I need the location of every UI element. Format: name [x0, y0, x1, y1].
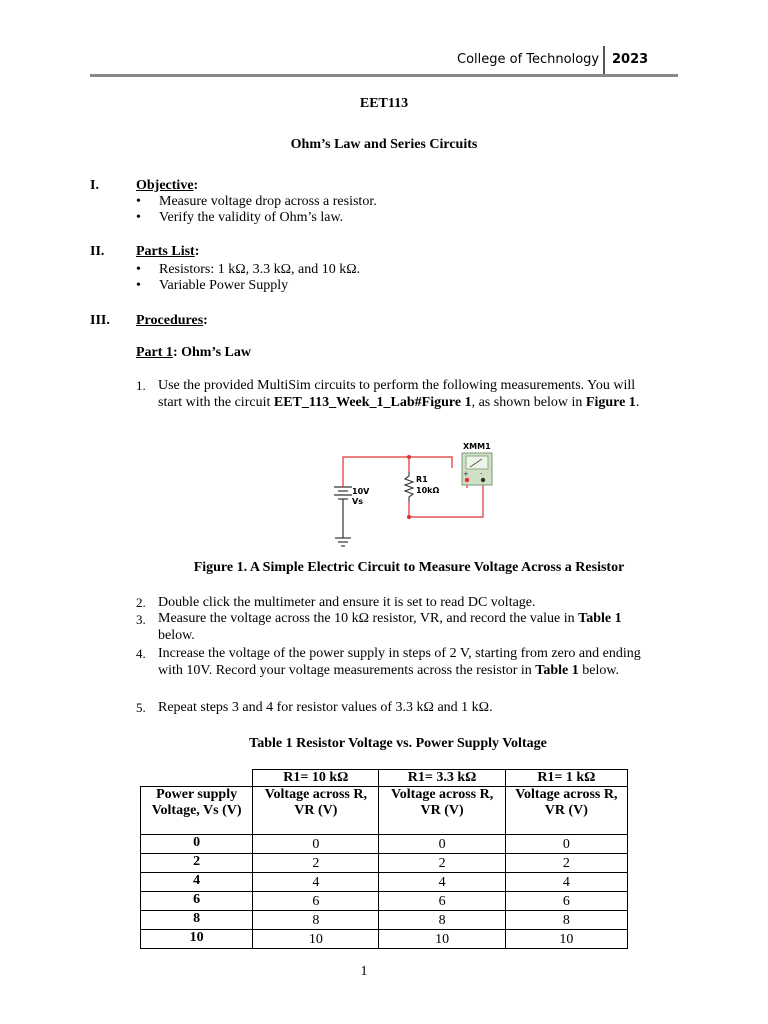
header-rule [90, 74, 678, 77]
resistor-name: R1 [416, 475, 428, 484]
step-number: 4. [136, 646, 146, 661]
header-divider [603, 46, 605, 74]
table-cell: 10 [505, 930, 627, 949]
source-name: Vs [352, 497, 363, 506]
step-2-text: Double click the multimeter and ensure it is set to read DC voltage. [158, 595, 536, 610]
table-cell: 0 [253, 835, 379, 854]
course-code: EET113 [359, 96, 409, 111]
table-cell: 4 [505, 873, 627, 892]
step-number: 2. [136, 595, 146, 610]
results-table [140, 769, 628, 949]
parts-heading: Parts List [136, 244, 195, 259]
list-item: • Measure voltage drop across a resistor. [136, 194, 636, 210]
section-numeral-procedures: III. [90, 313, 110, 328]
figure-caption: Figure 1. A Simple Electric Circuit to Measure Voltage Across a Resistor [193, 560, 625, 575]
table-cell: 10 [141, 930, 253, 949]
table-row [141, 873, 628, 892]
table-cell: 0 [505, 835, 627, 854]
table-row [141, 835, 628, 854]
table-cell: 6 [505, 892, 627, 911]
table-cell: 8 [253, 911, 379, 930]
table-row [141, 854, 628, 873]
table-cell: 4 [141, 873, 253, 892]
resistor-icon [405, 472, 413, 502]
table-title: Table 1 Resistor Voltage vs. Power Supply Voltage [249, 736, 547, 751]
part1-heading: Part 1: Ohm’s Law [136, 345, 251, 360]
table-cell: 6 [141, 892, 253, 911]
section-numeral-objective: I. [90, 178, 99, 193]
table-row [141, 770, 628, 787]
multimeter-icon [462, 453, 492, 485]
meter-label: XMM1 [463, 442, 491, 451]
table-row [141, 911, 628, 930]
parts-list [136, 262, 636, 294]
step-number: 1. [136, 378, 146, 393]
table-header-cell: R1= 10 kΩ [253, 770, 379, 787]
table-row [141, 892, 628, 911]
header-year: 2023 [612, 52, 649, 67]
table-header-cell: R1= 1 kΩ [505, 770, 627, 787]
section-numeral-parts: II. [90, 244, 105, 259]
table-cell: 10 [379, 930, 505, 949]
procedures-heading: Procedures [136, 313, 204, 328]
list-item: • Verify the validity of Ohm’s law. [136, 210, 636, 226]
table-header-cell: Power supply Voltage, Vs (V) [141, 787, 253, 835]
source-value: 10V [352, 487, 370, 496]
table-cell: 2 [141, 854, 253, 873]
table-row [141, 930, 628, 949]
objective-heading: Objective [136, 178, 194, 193]
table-row [141, 787, 628, 835]
battery-icon [334, 487, 352, 538]
resistor-value: 10kΩ [416, 486, 440, 495]
circuit-diagram [330, 438, 500, 553]
step-number: 5. [136, 700, 146, 715]
table-cell: 6 [253, 892, 379, 911]
table-cell: 4 [379, 873, 505, 892]
table-cell: 4 [253, 873, 379, 892]
table-cell: 2 [379, 854, 505, 873]
table-cell: 6 [379, 892, 505, 911]
table-cell: 10 [253, 930, 379, 949]
table-header-cell: Voltage across R, VR (V) [505, 787, 627, 835]
step-1-text: Use the provided MultiSim circuits to perform the following measurements. You will start with the circuit EET_113_Week_1_Lab#Figure 1, as shown below in Figure 1. [158, 378, 640, 410]
list-item: • Variable Power Supply [136, 278, 636, 294]
table-header-cell: R1= 3.3 kΩ [379, 770, 505, 787]
table-header-cell: Voltage across R, VR (V) [253, 787, 379, 835]
table-cell: 0 [379, 835, 505, 854]
table-cell: 2 [253, 854, 379, 873]
table-cell: 0 [141, 835, 253, 854]
header-institution: College of Technology [457, 52, 600, 67]
meter-plus: + [463, 470, 469, 478]
table-cell: 8 [505, 911, 627, 930]
lab-title: Ohm’s Law and Series Circuits [290, 137, 478, 152]
ground-icon [335, 538, 351, 546]
step-number: 3. [136, 612, 146, 627]
step-3-text: Measure the voltage across the 10 kΩ resistor, VR, and record the value in Table 1 below. [158, 611, 622, 643]
objective-list [136, 194, 636, 226]
table-cell: 2 [505, 854, 627, 873]
table-cell: 8 [141, 911, 253, 930]
meter-minus: - [480, 470, 483, 478]
table-cell: 8 [379, 911, 505, 930]
page-number: 1 [360, 964, 368, 979]
step-5-text: Repeat steps 3 and 4 for resistor values of 3.3 kΩ and 1 kΩ. [158, 700, 493, 715]
table-header-cell: Voltage across R, VR (V) [379, 787, 505, 835]
step-4-text: Increase the voltage of the power supply in steps of 2 V, starting from zero and ending with 10V. Record your voltage measurements across the resistor in Table 1 below. [158, 646, 641, 678]
list-item: • Resistors: 1 kΩ, 3.3 kΩ, and 10 kΩ. [136, 262, 636, 278]
